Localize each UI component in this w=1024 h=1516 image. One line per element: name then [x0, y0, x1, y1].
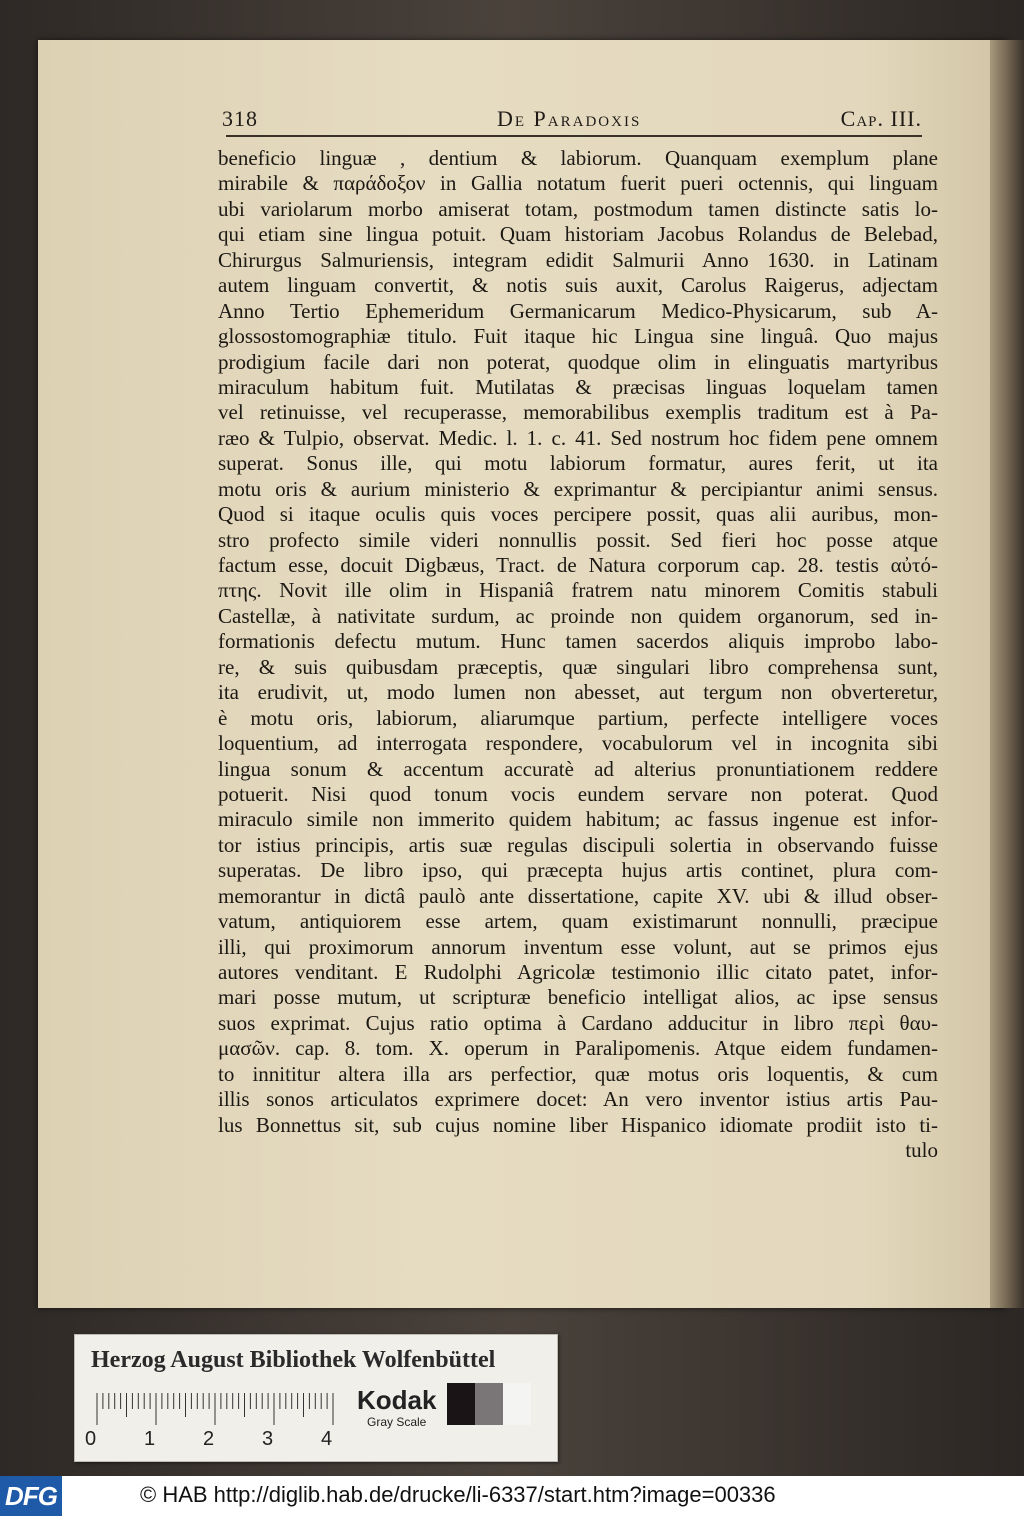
text-line: qui etiam sine lingua potuit. Quam historiam Jacobus Rolandus de Belebad, — [218, 222, 938, 247]
text-line: re, & suis quibusdam præceptis, quæ singulari libro comprehensa sunt, — [218, 654, 938, 679]
text-line: tor istius principis, artis suæ regulas discipuli solertia in observando fuisse — [218, 832, 938, 857]
text-line: stro profecto simile videri nonnullis possit. Sed fieri hoc posse atque — [218, 527, 938, 552]
institution-name: Herzog August Bibliothek Wolfenbüttel — [91, 1347, 496, 1373]
text-line: illi, qui proximorum annorum inventum esse volunt, aut se primos ejus — [218, 934, 938, 959]
text-line: to innititur altera illa ars perfectior, quæ motus oris loquentis, & cum — [218, 1061, 938, 1086]
ruler-number: 0 — [85, 1428, 97, 1450]
book-gutter — [990, 40, 1024, 1308]
ruler-number: 4 — [321, 1428, 333, 1450]
running-head — [222, 104, 922, 136]
ruler-number: 2 — [203, 1428, 215, 1450]
text-line: factum esse, docuit Digbæus, Tract. de Natura corporum cap. 28. testis αὐτό- — [218, 553, 938, 577]
text-line: Castellæ, à nativitate surdum, ac proinde non quidem organorum, sed in- — [218, 603, 938, 628]
ruler-number: 3 — [262, 1428, 274, 1450]
copyright-link[interactable]: © HAB http://diglib.hab.de/drucke/li-6337/start.htm?image=00336 — [140, 1482, 776, 1507]
text-line: autem linguam convertit, & notis suis auxit, Carolus Raigerus, adjectam — [218, 273, 938, 298]
text-line: lingua sonum & accentum accuratè ad alterius pronuntiationem reddere — [218, 756, 938, 781]
text-line: vatum, antiquiorem esse artem, quam existimarunt nonnulli, præcipue — [218, 909, 938, 934]
text-line: Chirurgus Salmuriensis, integram edidit Salmurii Anno 1630. in Latinam — [218, 247, 938, 272]
text-line: ræo & Tulpio, observat. Medic. l. 1. c. 41. Sed nostrum hoc fidem pene omnem — [218, 425, 938, 450]
ruler-number: 1 — [144, 1428, 156, 1450]
color-calibration-card — [74, 1334, 558, 1462]
footer-bar — [0, 1476, 1024, 1516]
ruler-numbers — [85, 1428, 345, 1452]
text-line: prodigium facile dari non poterat, quodque olim in elinguatis martyribus — [218, 349, 938, 374]
page-number: 318 — [222, 106, 258, 131]
text-line: formationis defectu mutum. Hunc tamen sacerdos aliquis improbo labo- — [218, 629, 938, 654]
text-line: beneficio linguæ , dentium & labiorum. Quanquam exemplum plane — [218, 146, 938, 170]
gray-swatch — [503, 1383, 531, 1425]
dfg-logo: DFG — [0, 1476, 62, 1516]
body-text — [218, 146, 938, 1164]
header-rule — [226, 135, 922, 137]
text-line: mirabile & παράδοξον in Gallia notatum fuerit pueri octennis, qui linguam — [218, 171, 938, 196]
gray-scale-label: Gray Scale — [367, 1415, 427, 1429]
text-line: loquentium, ad interrogata respondere, vocabulorum vel in incognita sibi — [218, 731, 938, 756]
text-line: ubi variolarum morbo amiserat totam, postmodum tamen distincte satis lo- — [218, 196, 938, 221]
text-line: memorantur in dictâ paulò ante dissertatione, capite XV. ubi & illud obser- — [218, 883, 938, 908]
text-line: miraculum habitum fuit. Mutilatas & præcisas linguas loquelam tamen — [218, 374, 938, 399]
text-line: superat. Sonus ille, qui motu labiorum formatur, aures ferit, ut ita — [218, 451, 938, 476]
gray-swatch — [475, 1383, 503, 1425]
text-line: μασῶν. cap. 8. tom. X. operum in Paralipomenis. Atque eidem fundamen- — [218, 1036, 938, 1061]
text-line: lus Bonnettus sit, sub cujus nomine liber Hispanico idiomate prodiit isto ti- — [218, 1112, 938, 1137]
text-line: ita erudivit, ut, modo lumen non abesset, aut tergum non obverteretur, — [218, 680, 938, 705]
text-line: Anno Tertio Ephemeridum Germanicarum Medico-Physicarum, sub A- — [218, 298, 938, 323]
running-title: De Paradoxis — [497, 106, 642, 131]
kodak-logo: Kodak — [357, 1385, 437, 1415]
text-line: superatas. De libro ipso, qui præcepta hujus artis continet, plura com- — [218, 858, 938, 883]
text-line: tulo — [905, 1138, 938, 1163]
ruler-scale — [91, 1393, 337, 1427]
text-line: vel retinuisse, vel recuperasse, memorabilibus exemplis traditum est à Pa- — [218, 400, 938, 425]
chapter-label: Cap. III. — [840, 106, 922, 131]
text-line: glossostomographiæ titulo. Fuit itaque hic Lingua sine linguâ. Quo majus — [218, 324, 938, 349]
text-line: suos exprimat. Cujus ratio optima à Cardano adducitur in libro περὶ θαυ- — [218, 1010, 938, 1035]
text-line: è motu oris, labiorum, aliarumque partium, perfecte intelligere voces — [218, 705, 938, 730]
text-line: autores venditant. E Rudolphi Agricolæ testimonio illic citato patet, infor- — [218, 960, 938, 984]
text-line: illis sonos articulatos exprimere docet: An vero inventor istius artis Pau- — [218, 1087, 938, 1112]
text-line: motu oris & aurium ministerio & exprimantur & percipiantur animi sensus. — [218, 476, 938, 501]
text-line: mari posse mutum, ut scripturæ beneficio intelligat alios, ac ipse sensus — [218, 985, 938, 1010]
gray-swatch — [447, 1383, 475, 1425]
text-line: potuerit. Nisi quod tonum vocis eundem servare non poterat. Quod — [218, 781, 938, 806]
text-line: πτης. Novit ille olim in Hispaniâ fratrem natu minorem Comitis stabuli — [218, 578, 938, 603]
text-line: miraculo simile non immerito quidem habitum; ac fassus ingenue est infor- — [218, 807, 938, 832]
text-line: Quod si itaque oculis quis voces percipere possit, quas alii auribus, mon- — [218, 502, 938, 527]
